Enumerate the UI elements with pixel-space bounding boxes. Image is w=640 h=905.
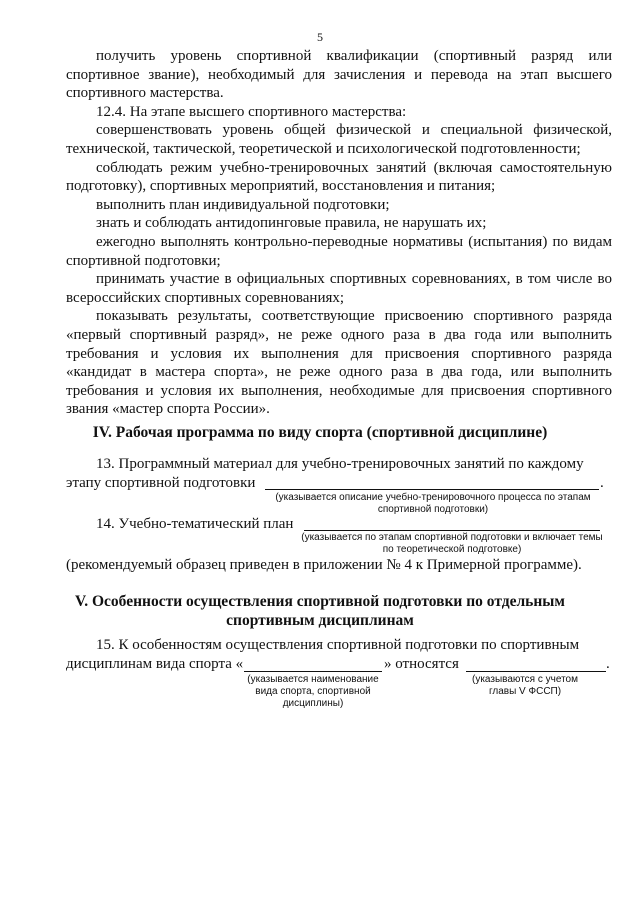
paragraph: показывать результаты, соответствующие присвоению спортивного разряда «первый спортивный разряд», не реже одного раза в два года или выполнить требования и условия их выполнения для присвоения спортивного разряда «кандидат в мастера спорта», не реже одного раза в два года, или выполнить требования и условия их выполнения, необходимые для присвоения спортивного звания «мастер спорта России». <box>66 308 612 418</box>
item-15-note-right: (указываются с учетом главы V ФССП) <box>472 674 578 697</box>
paragraph: ежегодно выполнять контрольно-переводные нормативы (испытания) по видам спортивной подготовки; <box>66 233 612 269</box>
paragraph: совершенствовать уровень общей физической и специальной физической, технической, тактической, теоретической и психологической подготовленности; <box>66 122 612 157</box>
paragraph: знать и соблюдать антидопинговые правила, не нарушать их; <box>96 215 487 232</box>
item-13-end: . <box>600 475 604 491</box>
item-15-blank-features <box>466 671 606 672</box>
item-13-line1: 13. Программный материал для учебно-тренировочных занятий по каждому <box>96 456 584 472</box>
item-14-note: (указывается по этапам спортивной подготовки и включает темы по теоретической подготовке) <box>301 532 603 555</box>
section-5-heading-line2: спортивным дисциплинам <box>226 612 414 629</box>
section-4-heading: IV. Рабочая программа по виду спорта (спортивной дисциплине) <box>92 424 548 441</box>
page-number: 5 <box>317 30 323 44</box>
item-15-end: . <box>606 656 610 672</box>
item-14-text: 14. Учебно-тематический план <box>96 516 294 532</box>
item-14-blank-line <box>304 530 600 531</box>
paragraph: принимать участие в официальных спортивных соревнованиях, в том числе во всероссийских спортивных соревнованиях; <box>66 271 612 306</box>
section-5-heading-line1: V. Особенности осуществления спортивной подготовки по отдельным <box>75 593 565 610</box>
item-14-after: (рекомендуемый образец приведен в приложении № 4 к Примерной программе). <box>66 557 582 573</box>
item-15-line1: 15. К особенностям осуществления спортивной подготовки по спортивным <box>96 637 580 653</box>
item-13-line2: этапу спортивной подготовки <box>66 475 256 491</box>
item-15-note-left: (указывается наименование вида спорта, спортивной дисциплины) <box>247 674 379 709</box>
item-13-blank-line <box>265 489 599 490</box>
paragraph: выполнить план индивидуальной подготовки; <box>96 196 390 213</box>
item-15-blank-sport <box>244 671 382 672</box>
item-15-line2-start: дисциплинам вида спорта « <box>66 656 244 672</box>
paragraph: получить уровень спортивной квалификации (спортивный разряд или спортивное звание), необходимый для зачисления и перевода на этап высшего спортивного мастерства. <box>66 48 612 102</box>
top-text-block <box>66 47 612 419</box>
paragraph: 12.4. На этапе высшего спортивного мастерства: <box>96 103 407 120</box>
item-13-note: (указывается описание учебно-тренировочного процесса по этапам спортивной подготовки) <box>275 492 591 515</box>
item-15-line2-mid: » относятся <box>384 656 459 672</box>
paragraph: соблюдать режим учебно-тренировочных занятий (включая самостоятельную подготовку), спортивных мероприятий, восстановления и питания; <box>66 159 612 195</box>
